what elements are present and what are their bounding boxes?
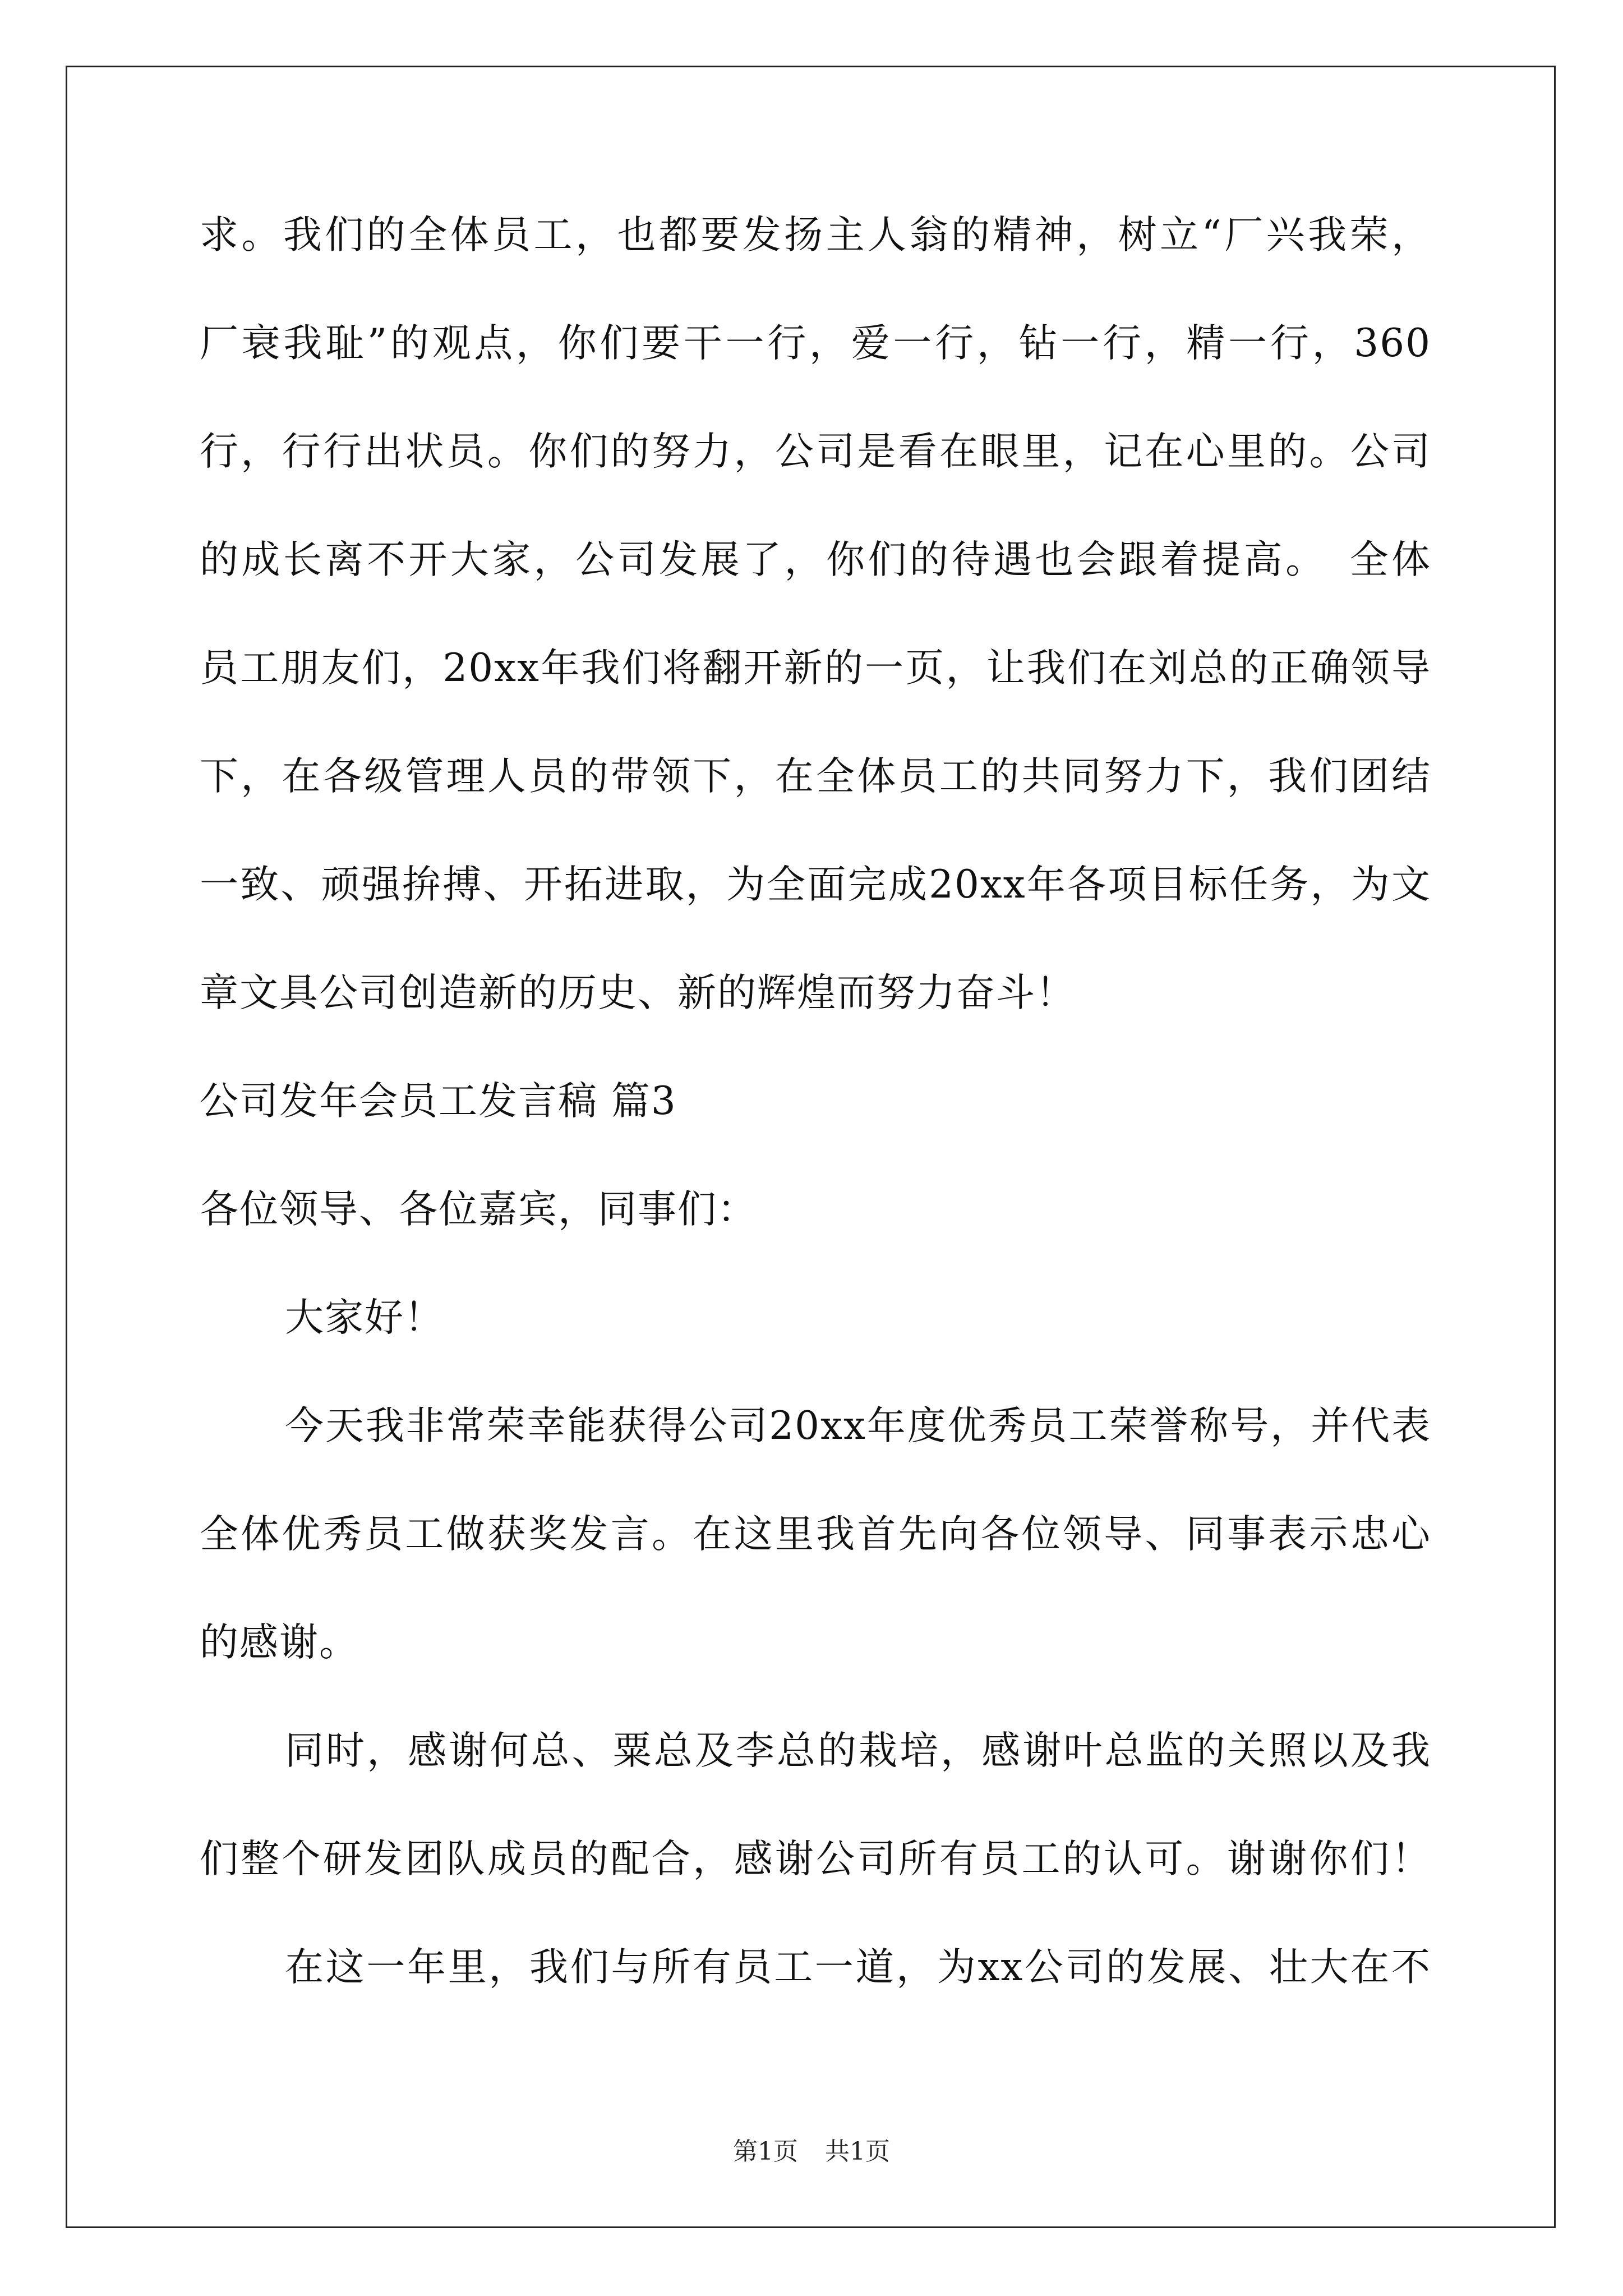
paragraph-line: 求。我们的全体员工，也都要发扬主人翁的精神，树立“厂兴我荣， [200, 213, 1431, 257]
paragraph-line: 的成长离不开大家，公司发展了，你们的待遇也会跟着提高。 全体 [200, 537, 1431, 582]
salutation: 各位领导、各位嘉宾，同事们： [200, 1187, 757, 1232]
paragraph-line: 下，在各级管理人员的带领下，在全体员工的共同努力下，我们团结 [200, 754, 1431, 799]
paragraph-line: 们整个研发团队成员的配合，感谢公司所有员工的认可。谢谢你们！ [200, 1837, 1431, 1881]
paragraph-line: 员工朋友们，20xx年我们将翻开新的一页，让我们在刘总的正确领导 [200, 646, 1431, 691]
paragraph-line: 在这一年里，我们与所有员工一道，为xx公司的发展、壮大在不 [285, 1945, 1431, 1990]
paragraph-line: 一致、顽强拚搏、开拓进取，为全面完成20xx年各项目标任务，为文 [200, 862, 1431, 907]
paragraph-line: 章文具公司创造新的历史、新的辉煌而努力奋斗！ [200, 970, 1076, 1015]
paragraph-line: 同时，感谢何总、粟总及李总的栽培，感谢叶总监的关照以及我 [285, 1728, 1431, 1773]
paragraph-line: 全体优秀员工做获奖发言。在这里我首先向各位领导、同事表示忠心 [200, 1512, 1431, 1557]
paragraph-line: 今天我非常荣幸能获得公司20xx年度优秀员工荣誉称号，并代表 [285, 1404, 1431, 1448]
page-footer [0, 2139, 1623, 2164]
paragraph-line: 行，行行出状员。你们的努力，公司是看在眼里，记在心里的。公司 [200, 429, 1431, 474]
paragraph-line: 的感谢。 [200, 1620, 359, 1665]
paragraph-line: 厂衰我耻”的观点，你们要干一行，爱一行，钻一行，精一行，360 [200, 321, 1431, 366]
document-body [200, 213, 1431, 2056]
page-number: 第1页 [733, 2137, 798, 2166]
section-heading: 公司发年会员工发言稿 篇3 [200, 1079, 677, 1124]
greeting: 大家好！ [285, 1295, 444, 1340]
page-total: 共1页 [825, 2137, 890, 2166]
